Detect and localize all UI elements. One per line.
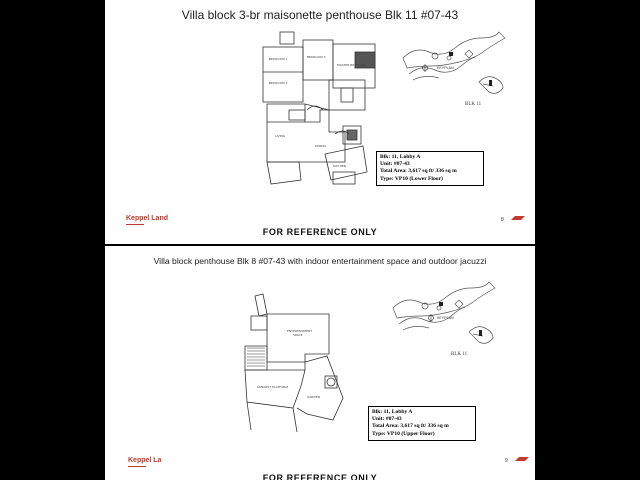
floor-plan-upper (237, 290, 367, 440)
svg-text:MASTER BEDROOM: MASTER BEDROOM (337, 63, 366, 67)
logo-underline (128, 466, 146, 467)
svg-text:LIVING: LIVING (275, 134, 286, 138)
svg-text:SPACE: SPACE (293, 333, 303, 337)
keppel-land-logo (126, 215, 168, 222)
logo-underline (126, 224, 144, 225)
info-unit: Unit: #07-43 (372, 416, 402, 423)
unit-info-box (376, 151, 484, 186)
info-area: Total Area: 3,617 sq ft/ 336 sq m (372, 423, 449, 430)
info-type: Type: VP10 (Lower Floor) (380, 175, 443, 182)
block-label: BLK 11 (465, 102, 482, 107)
reference-notice: FOR REFERENCE ONLY (262, 227, 378, 237)
reference-notice: FOR REFERENCE ONLY (262, 473, 378, 480)
page-title: Villa block 3-br maisonette penthouse Blk 11 #07-43 (181, 8, 459, 22)
logo-text: Keppel Land (126, 215, 169, 222)
keyplan-label: KEYPLAN (437, 66, 454, 70)
info-area: Total Area: 3,617 sq ft/ 336 sq m (380, 168, 457, 175)
block-label: BLK 11 (451, 352, 468, 357)
page-title: Villa block penthouse Blk 8 #07-43 with indoor entertainment space and outdoor jacuzzi (153, 256, 487, 266)
red-stripe-icon (511, 216, 525, 220)
keyplan-label: KEYPLAN (437, 316, 454, 320)
svg-text:BEDROOM 3: BEDROOM 3 (307, 55, 326, 59)
info-block: Blk: 11, Lobby A (380, 154, 421, 160)
svg-text:LONGEST PLATFORM: LONGEST PLATFORM (257, 385, 289, 389)
red-stripe-icon (515, 457, 529, 461)
info-type: Type: VP10 (Upper Floor) (372, 430, 435, 437)
page-number: 9 (505, 458, 508, 464)
page-number: 8 (501, 217, 504, 223)
info-unit: Unit: #07-43 (380, 161, 410, 168)
brochure-page-upper-floor (105, 246, 535, 480)
keppel-land-logo (128, 457, 161, 464)
info-block: Blk: 11, Lobby A (372, 409, 413, 415)
brochure-page-lower-floor (105, 0, 535, 244)
svg-text:GARDEN: GARDEN (307, 395, 320, 399)
svg-text:KITCHEN: KITCHEN (333, 164, 346, 168)
floor-plan-lower (245, 22, 395, 192)
svg-text:BEDROOM 1: BEDROOM 1 (269, 57, 288, 61)
svg-text:ENTERTAINMENT: ENTERTAINMENT (287, 329, 313, 333)
logo-text: Keppel La (128, 457, 162, 464)
unit-info-box (368, 406, 476, 441)
svg-text:DINING: DINING (315, 144, 326, 148)
keyplan-map (395, 28, 515, 108)
svg-text:BEDROOM 2: BEDROOM 2 (269, 81, 288, 85)
